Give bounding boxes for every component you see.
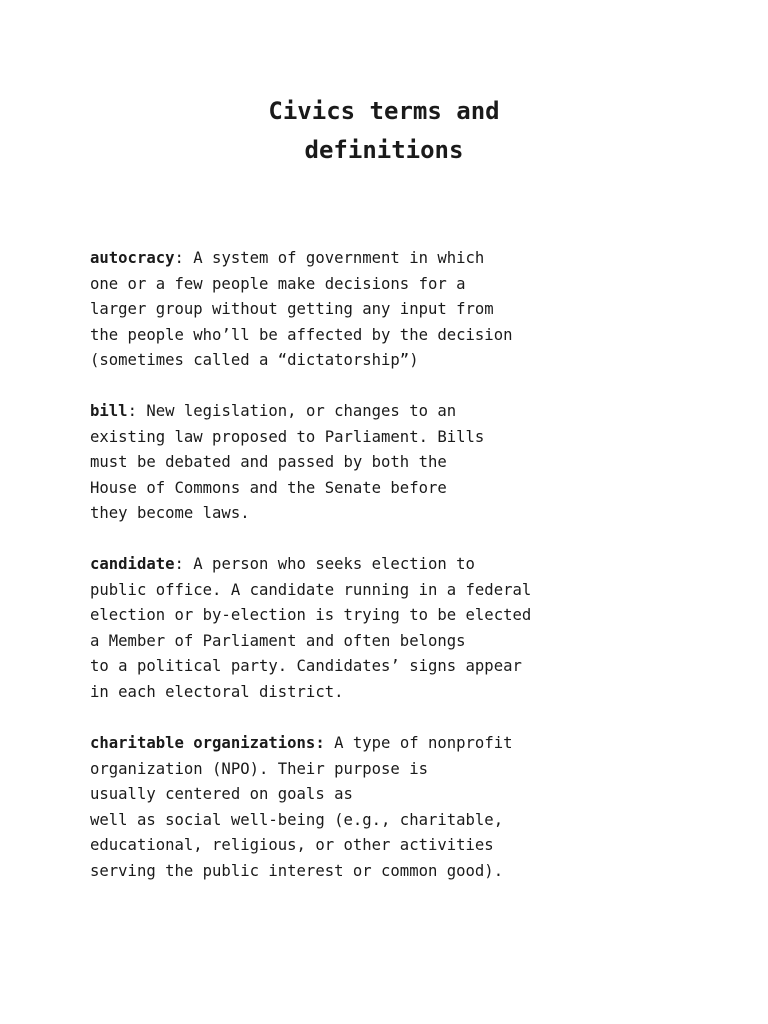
definition-line: election or by-election is trying to be elected — [90, 606, 532, 625]
definition-text: A type of nonprofit — [324, 734, 513, 752]
definition-line: educational, religious, or other activities — [90, 836, 494, 855]
definition-line: in each electoral district. — [90, 682, 344, 701]
title-line-1: Civics terms and — [268, 97, 500, 125]
definition-first-line — [90, 731, 730, 757]
definition-line: one or a few people make decisions for a — [90, 274, 466, 293]
definition-line: well as social well-being (e.g., charitable, — [90, 810, 504, 829]
definition-line: existing law proposed to Parliament. Bills — [90, 427, 485, 446]
term-candidate: candidate — [90, 555, 175, 573]
definition-autocracy — [90, 246, 730, 374]
definition-first-line — [90, 552, 730, 578]
definition-line: serving the public interest or common good). — [90, 861, 504, 880]
title-line-2: definitions — [304, 136, 464, 164]
definition-candidate — [90, 552, 730, 706]
definition-line: public office. A candidate running in a federal — [90, 580, 532, 599]
definition-charitable-organizations — [90, 731, 730, 885]
definition-line: (sometimes called a “dictatorship”) — [90, 351, 419, 370]
definition-text: : A person who seeks election to — [174, 555, 475, 573]
definition-line: larger group without getting any input from — [90, 300, 494, 319]
definition-first-line — [90, 399, 730, 425]
definition-line: organization (NPO). Their purpose is — [90, 759, 428, 778]
definition-line: to a political party. Candidates’ signs appear — [90, 657, 522, 676]
term-bill: bill — [90, 402, 128, 420]
term-charitable-organizations: charitable organizations: — [90, 734, 325, 752]
definition-line: must be debated and passed by both the — [90, 453, 447, 472]
definition-line: a Member of Parliament and often belongs — [90, 631, 466, 650]
definition-line: usually centered on goals as — [90, 785, 353, 804]
page-title — [0, 92, 768, 170]
definition-line: House of Commons and the Senate before — [90, 478, 447, 497]
definition-first-line — [90, 246, 730, 272]
definition-line: they become laws. — [90, 504, 250, 523]
term-autocracy: autocracy — [90, 249, 175, 267]
definition-line: the people who’ll be affected by the decision — [90, 325, 513, 344]
definition-text: : A system of government in which — [174, 249, 485, 267]
definition-text: : New legislation, or changes to an — [127, 402, 457, 420]
definition-bill — [90, 399, 730, 527]
